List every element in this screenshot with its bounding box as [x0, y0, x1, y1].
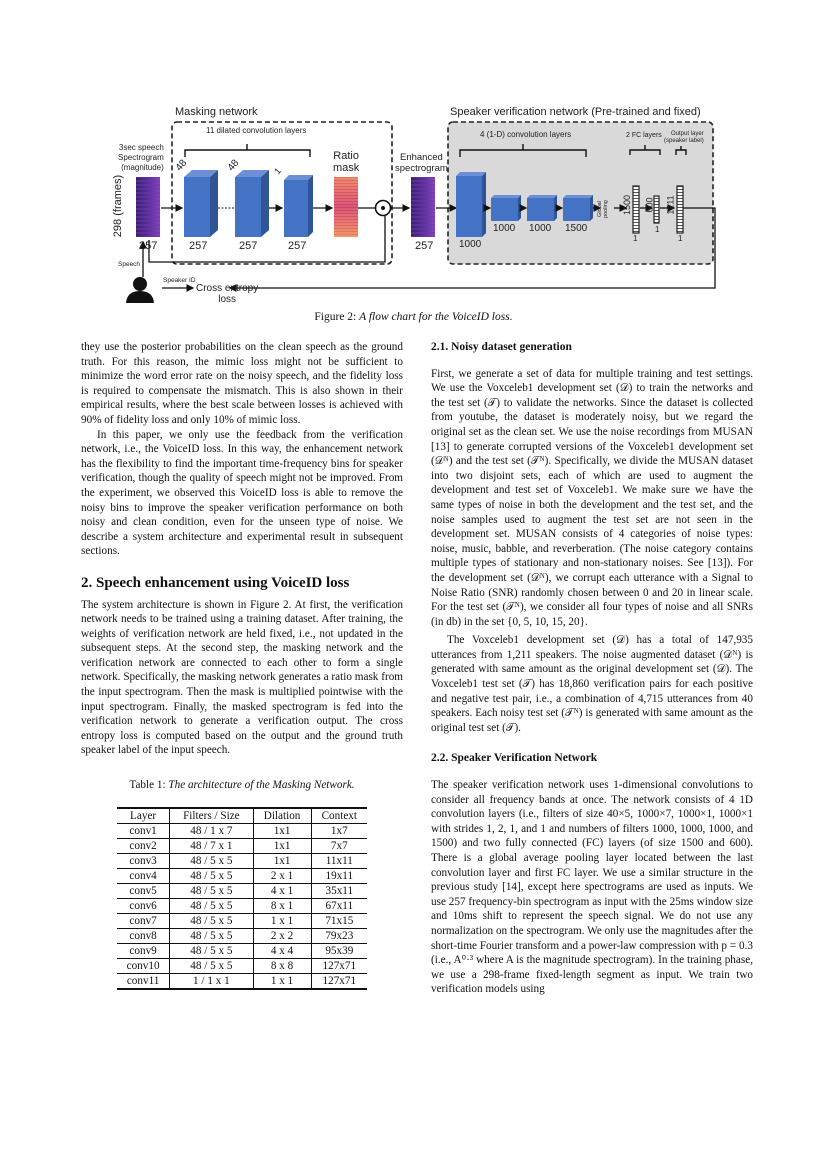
enhanced-dim: 257	[415, 240, 434, 252]
conv-dim-4: 1500	[565, 223, 588, 234]
table-row: conv1 48 / 1 x 7 1x1 1x7	[117, 823, 367, 838]
right-column	[431, 340, 753, 997]
block-dim-1: 257	[189, 240, 208, 252]
output-layer-1211	[677, 186, 683, 233]
fc-dim-1211: 1211	[665, 195, 676, 215]
input-spectrogram-label: 3sec speech Spectrogram (magnitude)	[118, 143, 164, 172]
table-row: conv5 48 / 5 x 5 4 x 1 35x11	[117, 883, 367, 898]
table-row: conv7 48 / 5 x 5 1 x 1 71x15	[117, 913, 367, 928]
speaker-conv-block-2	[491, 195, 521, 221]
fc-layer-1500	[633, 186, 639, 233]
conv-dim-1: 1000	[459, 239, 482, 250]
table-header-row: Layer Filters / Size Dilation Context	[117, 808, 367, 824]
dilated-layers-label: 11 dilated convolution layers	[206, 126, 307, 135]
figure-caption: Figure 2: A flow chart for the VoiceID loss.	[314, 311, 513, 323]
fc-layer-600	[654, 196, 659, 223]
subsection-heading-2-1: 2.1. Noisy dataset generation	[431, 341, 572, 353]
input-dim: 257	[139, 240, 158, 252]
fc-width-1: 1	[633, 234, 638, 243]
table-caption: Table 1: The architecture of the Masking Network.	[129, 779, 355, 792]
person-icon	[126, 277, 154, 303]
frames-label: 298 (frames)	[112, 174, 124, 238]
block-label-2: 48	[225, 157, 242, 174]
table-row: conv11 1 / 1 x 1 1 x 1 127x71	[117, 973, 367, 989]
speaker-id-label: Speaker ID	[163, 277, 196, 284]
speaker-conv-block-1	[456, 172, 486, 237]
masking-conv-block-1	[184, 170, 218, 237]
speech-label: Speech	[118, 261, 141, 268]
masking-network-table	[117, 807, 367, 990]
speaker-conv-block-3	[527, 195, 557, 221]
fc-dim-600: 600	[644, 197, 655, 213]
paragraph: they use the posterior probabilities on the clean speech as the ground truth. For this reason, the mimic loss might not be sufficient to minimize the word error rate on the noisy speech, and the fidelity loss is required to compensate the mismatch. This is also shown in their empirical results, where the best scale between losses is achieved with 90% of fidelity loss and only 10% of mimic loss.	[81, 341, 403, 426]
table-row: conv3 48 / 5 x 5 1x1 11x11	[117, 853, 367, 868]
paragraph: In this paper, we only use the feedback from the verification network, i.e., the VoiceID loss. In this way, the enhancement network has the flexibility to find the important time-frequency bins for speaker verification, though the quality of speech might not be improved. From the experiment, we observed this VoiceID loss is able to remove the noisy bins to improve the speaker verification performance on both noisy and clean condition, even for the unseen type of noise. We describe a system architecture and experimental result in subsequent sections.	[81, 428, 403, 558]
enhanced-spectrogram-label: Enhanced spectrogram	[395, 152, 448, 174]
speaker-net-title: Speaker verification network (Pre-trained and fixed)	[450, 106, 701, 118]
block-label-3: 1	[272, 165, 283, 177]
table-row: conv4 48 / 5 x 5 2 x 1 19x11	[117, 868, 367, 883]
global-pooling-label: Global pooling	[596, 200, 609, 218]
output-layer-label: Output layer (speaker label)	[664, 131, 704, 144]
paragraph: The system architecture is shown in Figure 2. At first, the verification network needs to be trained using a training dataset. After training, the weights of verification network are held fixed, i.e., not updated in the subsequent steps. At the second step, the masking network and the verification network are connected to each other to form a single network. Specifically, the masking network generates a ratio mask from the input spectrogram. Then the mask is multiplied pointwise with the input spectrogram. Finally, the masked spectrogram is fed into the verification network to generate a verification output. The cross entropy loss is computed based on the output and the ground truth speaker label of the input speech.	[81, 598, 403, 757]
ratio-mask-label: Ratio mask	[333, 150, 360, 174]
table-row: conv9 48 / 5 x 5 4 x 4 95x39	[117, 943, 367, 958]
paragraph: The speaker verification network uses 1-dimensional convolutions to consider all frequency bands at once. The network consists of 4 1D convolution layers (i.e., filters of size 40×5, 1000×7, 1000×1, 1000×1 with strides 1, 2, 1, and 1 and numbers of filters 1000, 1000, 1000, and 1500) and two fully connected (FC) layers (of size 1500 and 600). There is a global average pooling layer located between the last convolution layer and first FC layer. We use a similar structure in the previous study [14], except here spectrograms are used as inputs. We use 257 frequency-bin spectrogram as input with the 25ms window size and 10ms shift to represent the speech signal. We do not use any normalization on the spectrogram. We only use the magnitudes after the short-time Fourier transform and a power-law compression with p = 0.3 (i.e., A⁰·³ where A is the magnitude spectrogram). In the training phase, we use a 298-frame fixed-length segment as input. We train two verification models using	[431, 779, 753, 996]
table-row: conv8 48 / 5 x 5 2 x 2 79x23	[117, 928, 367, 943]
paragraph: The Voxceleb1 development set (𝒟) has a total of 147,935 utterances from 1,211 speakers. The noise augmented dataset (𝒟ᴺ) is generated with same amount as the original development set (𝒟). The Voxceleb1 test set (𝒯) has 18,860 verification pairs for each positive and negative test pair, i.e., a combination of 4,715 utterances from 40 speakers. Each noisy test set (𝒯ᴺ) is generated with same amount as the original test set (𝒯).	[431, 634, 753, 734]
speaker-conv-block-4	[563, 195, 593, 221]
block-label-1: 48	[173, 157, 190, 174]
conv-layers-label: 4 (1-D) convolution layers	[480, 130, 572, 139]
fc-layers-label: 2 FC layers	[626, 132, 662, 139]
masking-conv-block-3	[284, 175, 313, 237]
paragraph: First, we generate a set of data for multiple training and test settings. We use the Voxceleb1 development set (𝒟) to train the networks and the test set (𝒯) to validate the networks. Since the dataset is collected from youtube, the dataset is moderately noisy, but we regard the original set as the clean set. We use the noise recordings from MUSAN [13] to generate corrupted versions of the Voxceleb1 development set (𝒟ᴺ) and the test set (𝒯ᴺ). Specifically, we divide the MUSAN dataset into two disjoint sets, each of which are used to augment the development and test set of Voxceleb1. We make sure we have the same types of noise in both the development and the test set, and the noise samples used to augment the test set are not seen in the development set. MUSAN consists of 4 categories of noise types: noise, music, babble, and reverberation. (The noise category contains multiple types of stationary and non-stationary noises. See [13]). For the development set (𝒟ᴺ), we corrupt each utterance with a Signal to Noise Ratio (SNR) randomly chosen between 0 and 20 in linear scale. For the test set (𝒯ᴺ), we consider all four types of noise and all SNRs (in db) in the set {0, 5, 10, 15, 20}.	[431, 367, 753, 628]
fc-dim-1500: 1500	[622, 194, 633, 216]
fc-width-3: 1	[678, 234, 683, 243]
subsection-heading-2-2: 2.2. Speaker Verification Network	[431, 752, 598, 765]
block-dim-2: 257	[239, 240, 258, 252]
masking-network-title: Masking network	[175, 106, 258, 118]
table-row: conv2 48 / 7 x 1 1x1 7x7	[117, 838, 367, 853]
figure-2-flowchart	[0, 0, 827, 320]
masking-conv-block-2	[235, 170, 269, 237]
table-row: conv10 48 / 5 x 5 8 x 8 127x71	[117, 958, 367, 973]
fc-width-2: 1	[655, 225, 660, 234]
block-dim-3: 257	[288, 240, 307, 252]
cross-entropy-loss-label: Cross entropy loss	[196, 283, 259, 305]
conv-dim-2: 1000	[493, 223, 516, 234]
conv-dim-3: 1000	[529, 223, 552, 234]
table-row: conv6 48 / 5 x 5 8 x 1 67x11	[117, 898, 367, 913]
left-column	[81, 340, 403, 990]
section-heading-2: 2. Speech enhancement using VoiceID loss	[81, 574, 350, 591]
